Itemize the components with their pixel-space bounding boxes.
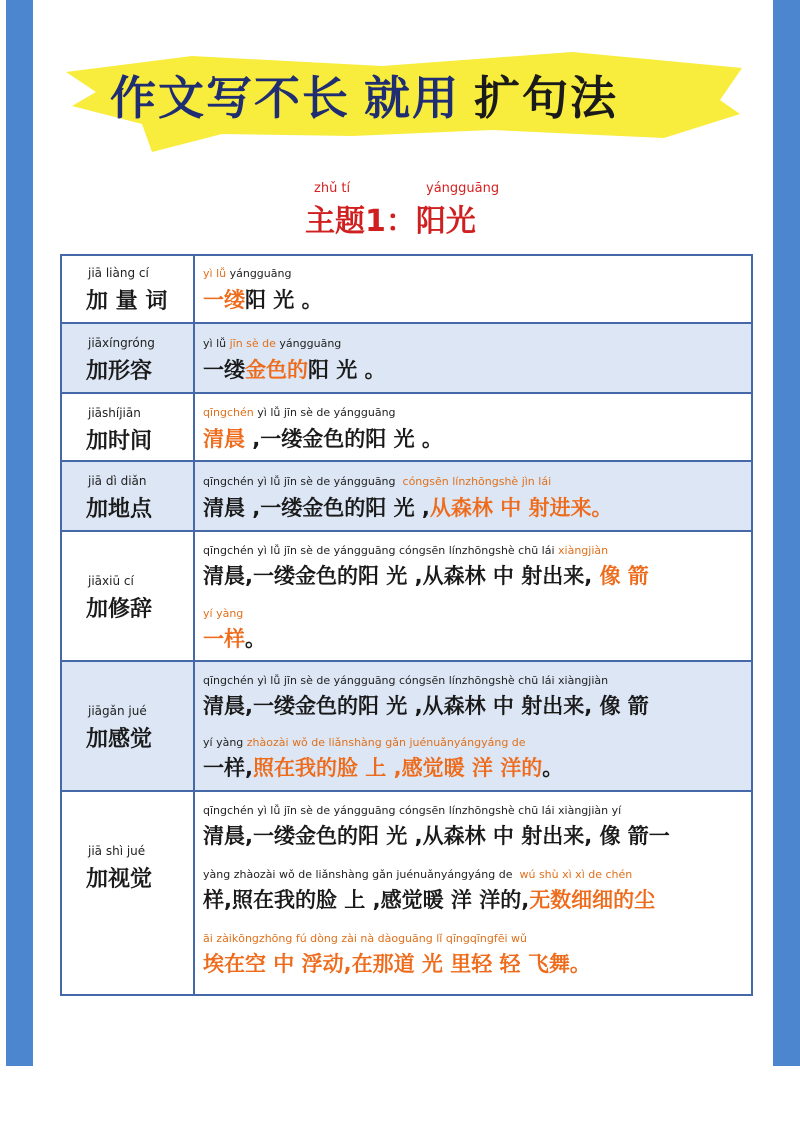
theme-pinyin-1: zhǔ tí [314, 181, 351, 196]
sentence-text: 样,照在我的脸 上 ,感觉暖 洋 洋的, [203, 888, 530, 912]
sentence-added: 一缕 [203, 288, 245, 312]
sentence-added: 像 箭 [599, 564, 649, 588]
pinyin: cóngsēn línzhōngshè jìn lái [402, 475, 552, 488]
pinyin: wú shù xì xì de chén [519, 868, 633, 881]
row-label-pinyin: jiāgǎn jué [88, 704, 147, 718]
row-label-pinyin: jiāshíjiān [88, 406, 141, 420]
row-content [197, 394, 751, 460]
theme-heading: 主题1：阳光 [305, 204, 476, 239]
row-label-pinyin: jiā dì diǎn [88, 474, 147, 488]
row-content [197, 324, 751, 392]
table-row [62, 792, 751, 994]
left-blue-border [6, 0, 33, 1066]
pinyin: qīngchén yì lǚ jīn sè de yángguāng cóngsēn línzhōngshè chū lái xiàngjiàn [203, 674, 609, 687]
sentence-added: 金色的 [245, 358, 308, 382]
pinyin: yí yàng [203, 607, 244, 620]
table-row [62, 324, 751, 394]
pinyin: jīn sè de [229, 337, 276, 350]
row-label-pinyin: jiā liàng cí [88, 266, 149, 280]
page-title [110, 62, 710, 132]
pinyin: yì lǚ [203, 337, 227, 350]
row-label: 加形容 [86, 359, 153, 384]
pinyin: qīngchén yì lǚ jīn sè de yángguāng [203, 475, 396, 488]
sentence-text: ,一缕金色的阳 光 。 [245, 427, 443, 451]
table-row [62, 394, 751, 462]
row-label: 加视觉 [86, 867, 153, 892]
sentence-added: 清晨 [203, 427, 245, 451]
pinyin: qīngchén [203, 406, 254, 419]
pinyin: zhàozài wǒ de liǎnshàng gǎn juénuǎnyángyáng de [246, 736, 526, 749]
sentence-text: 一缕 [203, 358, 245, 382]
row-label-cell [62, 324, 195, 392]
sentence-text: 清晨,一缕金色的阳 光 ,从森林 中 射出来, 像 箭一 [203, 824, 670, 848]
row-label-cell [62, 662, 195, 790]
row-label-cell [62, 532, 195, 660]
row-label-cell [62, 462, 195, 530]
row-label-cell [62, 256, 195, 322]
row-label: 加感觉 [86, 727, 153, 752]
row-content [197, 792, 751, 994]
row-content [197, 462, 751, 530]
sentence-text: 清晨,一缕金色的阳 光 ,从森林 中 射出来, 像 箭 [203, 694, 649, 718]
row-content [197, 532, 751, 660]
sentence-added: 一样 [203, 627, 245, 651]
pinyin: yángguāng [279, 337, 342, 350]
row-label: 加时间 [86, 429, 153, 454]
title-part-1: 作文写不长 [110, 71, 350, 125]
row-label-pinyin: jiāxíngróng [88, 336, 155, 350]
row-content [197, 662, 751, 790]
pinyin: yì lǚ [203, 267, 227, 280]
pinyin: xiàngjiàn [558, 544, 609, 557]
table-row [62, 256, 751, 324]
title-part-2: 就用 [364, 71, 460, 125]
sentence-text: 阳 光 。 [308, 358, 386, 382]
right-blue-border [773, 0, 800, 1066]
sentence-added: 埃在空 中 浮动,在那道 光 里轻 轻 飞舞。 [203, 952, 591, 976]
row-label: 加修辞 [86, 597, 153, 622]
pinyin: yí yàng [203, 736, 244, 749]
row-label: 加地点 [86, 497, 153, 522]
row-label: 加 量 词 [86, 289, 168, 314]
table-row [62, 462, 751, 532]
sentence-text: 阳 光 。 [245, 288, 323, 312]
expansion-table [60, 254, 753, 996]
row-label-cell [62, 394, 195, 460]
table-row [62, 532, 751, 662]
sentence-added: 从森林 中 射进来。 [429, 496, 613, 520]
pinyin: qīngchén yì lǚ jīn sè de yángguāng cóngsēn línzhōngshè chū lái xiàngjiàn yí [203, 804, 622, 817]
sentence-added: 照在我的脸 上 ,感觉暖 洋 洋的 [252, 756, 543, 780]
table-row [62, 662, 751, 792]
pinyin: yàng zhàozài wǒ de liǎnshàng gǎn juénuǎnyángyáng de [203, 868, 513, 881]
theme-pinyin-2: yángguāng [426, 181, 500, 196]
row-content [197, 256, 751, 322]
sentence-text: 清晨 ,一缕金色的阳 光 , [203, 496, 430, 520]
sentence-text: 清晨,一缕金色的阳 光 ,从森林 中 射出来, [203, 564, 593, 588]
bottom-margin [0, 1066, 800, 1132]
pinyin: qīngchén yì lǚ jīn sè de yángguāng cóngsēn línzhōngshè chū lái [203, 544, 555, 557]
row-label-pinyin: jiāxiū cí [88, 574, 134, 588]
row-label-cell [62, 792, 195, 994]
title-part-3: 扩句法 [474, 71, 618, 125]
sentence-added: 无数细细的尘 [529, 888, 656, 912]
pinyin: yì lǚ jīn sè de yángguāng [257, 406, 396, 419]
sentence-text: 。 [245, 627, 266, 651]
pinyin: āi zàikōngzhōng fú dòng zài nà dàoguāng lǐ qīngqīngfēi wǔ [203, 932, 527, 945]
pinyin: yángguāng [229, 267, 292, 280]
sentence-text: 一样, [203, 756, 253, 780]
row-label-pinyin: jiā shì jué [88, 844, 146, 858]
sentence-text: 。 [542, 756, 564, 780]
